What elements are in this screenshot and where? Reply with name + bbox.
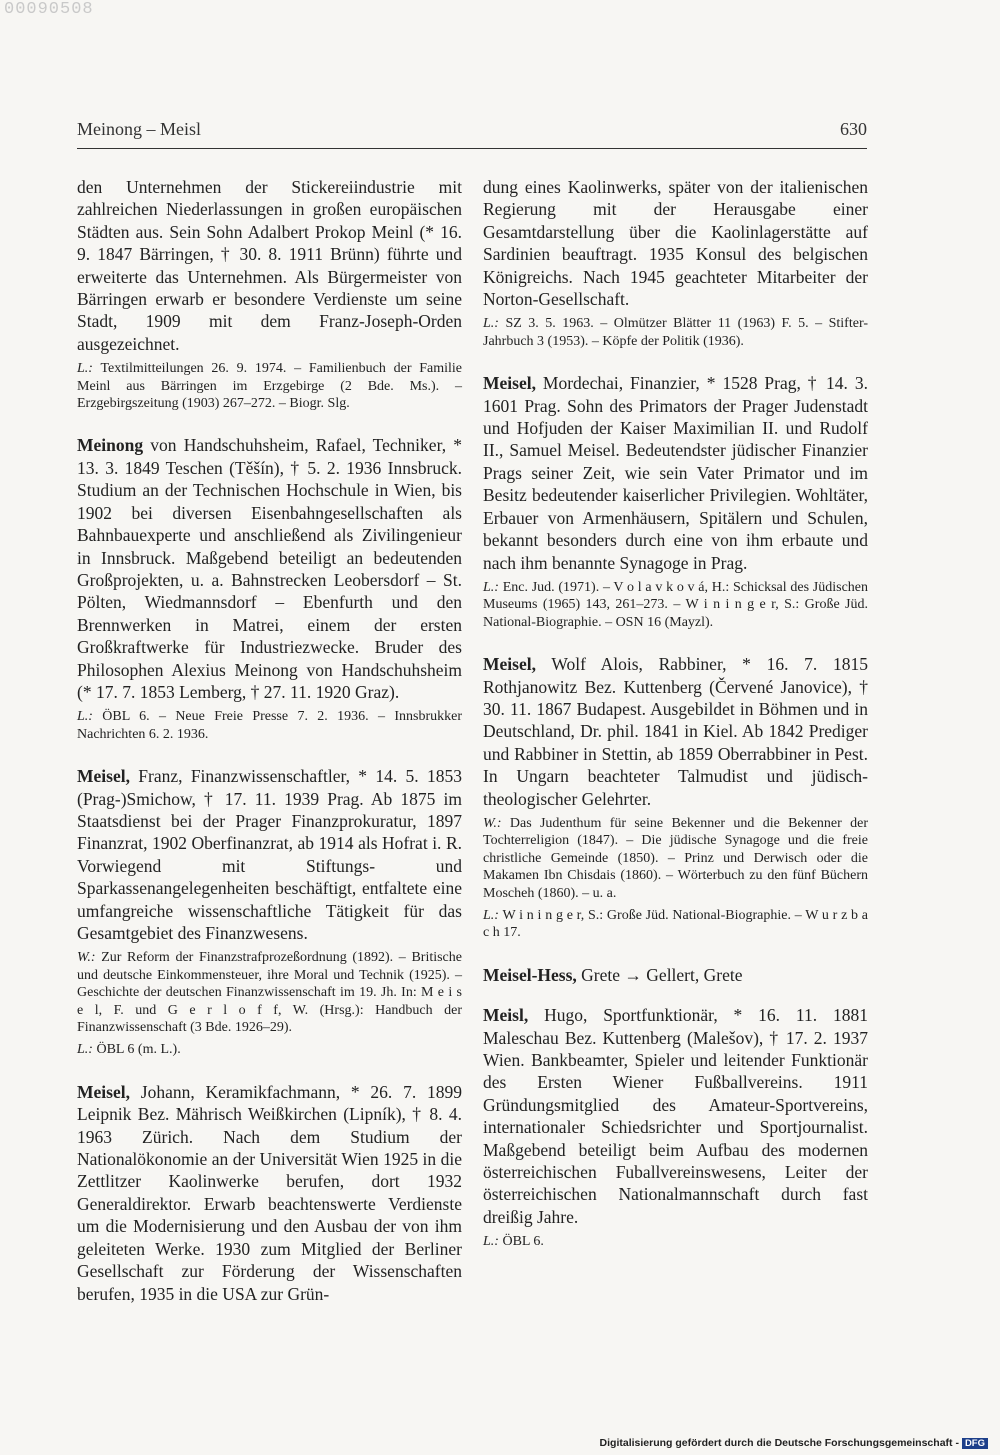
- biography-entry: [483, 653, 868, 810]
- reference-text: Textilmitteilungen 26. 9. 1974. – Familienbuch der Familie Meinl aus Bärringen im Erzgebirge (2 Bde. Ms.). – Erzgebirgszeitung (1903) 267–272. – Biogr. Slg.: [77, 361, 462, 412]
- entry-name: Meisel,: [483, 373, 536, 394]
- entry-name: Meisel,: [77, 766, 130, 787]
- paragraph-text: den Unternehmen der Stickereiindustrie mit zahlreichen Niederlassungen in großen europäischen Städten aus. Sein Sohn Adalbert Prokop Meinl (* 16. 9. 1847 Bärringen, † 30. 8. 1911 Brünn) führte und erweiterte das Unternehmen. Als Bürgermeister von Bärringen erwarb er besondere Verdienste um seine Stadt, 1909 mit dem Franz-Joseph-Orden ausgezeichnet.: [77, 177, 462, 354]
- reference-note: [77, 708, 462, 743]
- paragraph: [483, 176, 868, 310]
- reference-text: ÖBL 6.: [498, 1234, 544, 1250]
- paragraph: [77, 176, 462, 355]
- reference-note: [77, 949, 462, 1036]
- scan-id: 00090508: [4, 0, 94, 19]
- reference-text: ÖBL 6. – Neue Freie Presse 7. 2. 1936. – Innsbrukker Nachrichten 6. 2. 1936.: [77, 709, 462, 742]
- reference-note: [483, 579, 868, 631]
- reference-text: W i n i n g e r, S.: Große Jüd. National-Biographie. – W u r z b a c h 17.: [483, 908, 868, 941]
- footer-credit: [600, 1437, 988, 1449]
- biography-entry: [77, 1081, 462, 1305]
- entry-text: Johann, Keramikfachmann, * 26. 7. 1899 Leipnik Bez. Mährisch Weißkirchen (Lipník), † 8. 4. 1963 Zürich. Nach dem Studium der Nationalökonomie an der Universität Wien 1925 in die Zettlitzer Kaolinwerke berufen, dort 1932 Generaldirektor. Erwarb beachtenswerte Verdienste um die Modernisierung und den Ausbau der von ihm geleiteten Werke. 1930 zum Mitglied der Berliner Gesellschaft zur Förderung der Wissenschaften berufen, 1935 in die USA zur Grün-: [77, 1081, 462, 1304]
- paragraph-text: dung eines Kaolinwerks, später von der italienischen Regierung mit der Herausgabe einer Gesamtdarstellung über die Kaolinlagerstätte auf Sardinien beauftragt. 1935 Konsul des belgischen Königreichs. Nach 1945 geachteter Mitarbeiter der Norton-Gesellschaft.: [483, 177, 868, 310]
- running-header: [77, 119, 867, 140]
- reference-text: Das Judenthum für seine Bekenner und die Bekenner der Tochterreligion (1847). – Die jüdische Synagoge und die freie christliche Gemeinde (1850). – Prinz und Derwisch oder die Makamen Ibn Chisdais (1860). – Wörterbuch zu den fünf Büchern Moscheh (1860). – u. a.: [483, 815, 868, 901]
- left-column: [77, 176, 462, 1305]
- entry-name: Meinong: [77, 435, 144, 456]
- reference-note: [483, 907, 868, 942]
- reference-label: L.:: [77, 709, 93, 725]
- entry-text: Wolf Alois, Rabbiner, * 16. 7. 1815 Rothjanowitz Bez. Kuttenberg (Červené Janovice), † 30. 11. 1867 Budapest. Ausgebildet in Böhmen und in Deutschland, Dr. phil. 1841 in Kiel. Ab 1842 Prediger und Rabbiner in Stettin, ab 1859 Oberrabbiner in Pest. In Ungarn beachteter Talmudist und jüdisch-theologischer Gelehrter.: [483, 654, 868, 809]
- reference-label: W.:: [77, 950, 96, 966]
- biography-entry: [77, 765, 462, 944]
- entry-text: Franz, Finanzwissenschaftler, * 14. 5. 1853 (Prag-)Smichow, † 17. 11. 1939 Prag. Ab 1875 im Staatsdienst bei der Prager Finanzprokuratur, 1897 Finanzrat, 1902 Oberfinanzrat, ab 1914 als Hofrat i. R. Vorwiegend mit Stiftungs- und Sparkassenangelegenheiten beschäftigt, entfaltete eine umfangreiche wissenschaftliche Tätigkeit für das Gesamtgebiet des Finanzwesens.: [77, 766, 462, 943]
- entry-name: Meisl,: [483, 1005, 529, 1026]
- reference-label: W.:: [483, 815, 502, 831]
- reference-label: L.:: [483, 316, 499, 332]
- entry-text: Hugo, Sportfunktionär, * 16. 11. 1881 Maleschau Bez. Kuttenberg (Malešov), † 17. 2. 1937 Wien. Bankbeamter, Spieler und leitender Funktionär des Ersten Wiener Fußballvereins. 1911 Gründungsmitglied des Amateur-Sportvereins, internationaler Schiedsrichter und Sportjournalist. Maßgebend beteiligt beim Aufbau des modernen österreichischen Fuballvereinswesens, Leiter der österreichischen Nationalmannschaft durch fast dreißig Jahre.: [483, 1005, 868, 1227]
- reference-label: L.:: [483, 1234, 499, 1250]
- reference-text: ÖBL 6 (m. L.).: [92, 1042, 181, 1058]
- reference-note: [77, 360, 462, 412]
- header-title: Meinong – Meisl: [77, 119, 201, 139]
- entry-name: Meisel,: [483, 654, 536, 675]
- reference-label: L.:: [77, 361, 93, 377]
- entry-text: Grete → Gellert, Grete: [576, 964, 743, 985]
- entry-text: Mordechai, Finanzier, * 1528 Prag, † 14. 3. 1601 Prag. Sohn des Primators der Prager Judenstadt und Hofjuden der Kaiser Maximilian II. und Rudolf II., Samuel Meisel. Bedeutendster jüdischer Finanzier Prags seiner Zeit, wie sein Vater Primator und im Besitz bedeutender kaiserlicher Privilegien. Wohltäter, Erbauer von Armenhäusern, Spitälern und Schulen, bekannt besonders durch eine von ihm erbaute und nach ihm benannte Synagoge in Prag.: [483, 373, 868, 573]
- reference-note: [483, 1233, 868, 1250]
- reference-note: [483, 315, 868, 350]
- reference-text: SZ 3. 5. 1963. – Olmützer Blätter 11 (1963) F. 5. – Stifter-Jahrbuch 3 (1953). – Köpfe der Politik (1936).: [483, 316, 868, 349]
- right-column: [483, 176, 868, 1251]
- entry-name: Meisel,: [77, 1081, 130, 1102]
- reference-label: L.:: [77, 1042, 93, 1058]
- reference-note: [77, 1041, 462, 1058]
- biography-entry: [483, 1004, 868, 1228]
- reference-label: L.:: [483, 579, 499, 595]
- footer-credit-text: Digitalisierung gefördert durch die Deutsche Forschungsgemeinschaft -: [599, 1437, 959, 1449]
- entry-text: von Handschuhsheim, Rafael, Techniker, * 13. 3. 1849 Teschen (Těšín), † 5. 2. 1936 Innsbruck. Studium an der Technischen Hochschule in Wien, bis 1902 bei diversen Eisenbahngesellschaften als Bahnbauexperte und anschließend als Zivilingenieur in Innsbruck. Maßgebend beteiligt an bedeutenden Großprojekten, u. a. Bahnstrecken Leobersdorf – St. Pölten, Wiedmannsdorf – Ebenfurth und den Brennwerken in Matrei, einem der ersten Großkraftwerke für Industriezwecke. Bruder des Philosophen Alexius Meinong von Handschuhsheim (* 17. 7. 1853 Lemberg, † 27. 11. 1920 Graz).: [77, 435, 462, 702]
- page-number: 630: [840, 119, 867, 139]
- reference-note: [483, 815, 868, 902]
- reference-label: L.:: [483, 908, 499, 923]
- reference-text: Enc. Jud. (1971). – V o l a v k o v á, H.: Schicksal des Jüdischen Museums (1965) 143, 261–273. – W i n i n g e r, S.: Große Jüd. National-Biographie. – OSN 16 (Mayzl).: [483, 579, 868, 630]
- header-rule: [77, 148, 867, 149]
- biography-entry: [77, 434, 462, 703]
- dfg-logo: DFG: [962, 1438, 988, 1449]
- biography-entry: [483, 372, 868, 574]
- cross-reference-entry: [483, 964, 868, 986]
- reference-text: Zur Reform der Finanzstrafprozeßordnung (1892). – Britische und deutsche Einkommensteuer, ihre Moral und Technik (1925). – Geschichte der deutschen Finanzwissenschaft im 19. Jh. In: M e i s e l, F. und G e r l o f f, W. (Hrsg.): Handbuch der Finanzwissenschaft (3 Bde. 1926–29).: [77, 950, 462, 1036]
- entry-name: Meisel-Hess,: [483, 964, 577, 985]
